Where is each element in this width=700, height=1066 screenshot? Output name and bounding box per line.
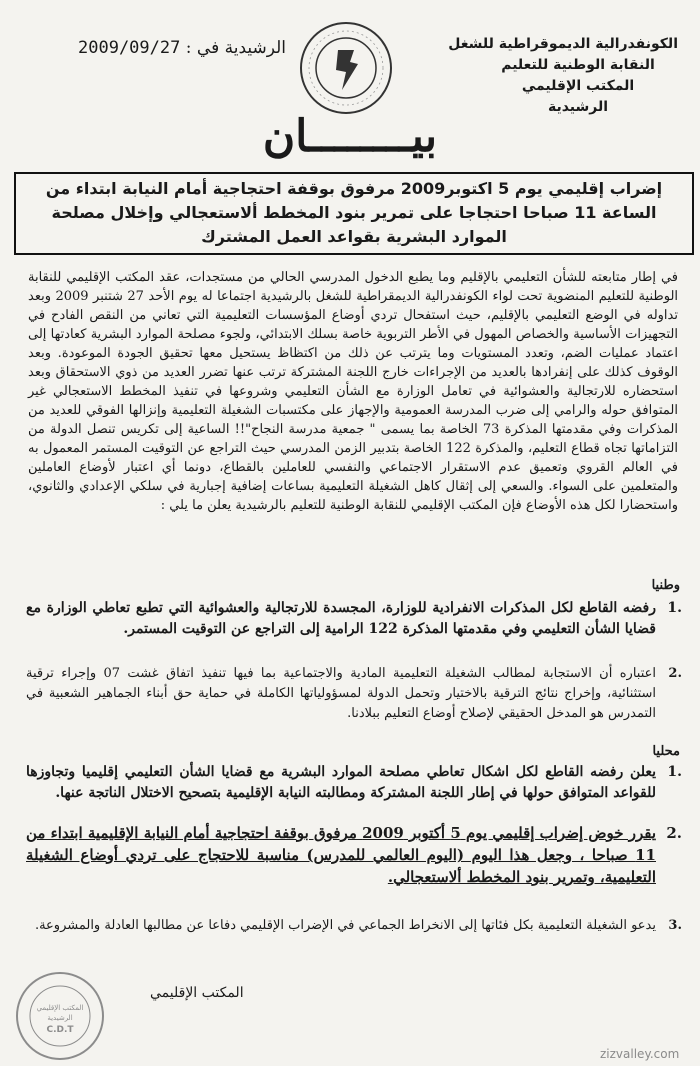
item-number: .2 (668, 666, 682, 681)
item-number: .1 (667, 600, 682, 616)
stamp-text: الرشيدية (47, 1014, 73, 1022)
local-item-3 (26, 916, 682, 936)
item-text: يعلن رفضه القاطع لكل اشكال تعاطي مصلحة الموارد البشرية مع قضايا الشأن التعليمي إقليميا وتجاوزها للقواعد المتوافق حولها في إطار اللجنة المشتركة ومطالبته النيابة الإقليمية بتصحيح الاختلال الناتجة عنها. (26, 764, 656, 801)
site-watermark: zizvalley.com (600, 1047, 680, 1061)
national-item-1 (26, 598, 682, 640)
body-paragraph: في إطار متابعته للشأن التعليمي بالإقليم وما يطبع الدخول المدرسي الحالي من مستجدات، عقد المكتب الإقليمي للنقابة الوطنية للتعليم المنضوية تحت لواء الكونفدرالية الديمقراطية للشغل بالرشيدية اجتماعا له يوم الأحد 27 شتنبر 2009 وبعد تداوله في الوضع التعليمي بالإقليم، حيث استفحال تردي أوضاع المؤسسات التعليمية التي تعاني من النقص الفادح في التجهيزات الأساسية والخصاص المهول في الأطر التربوية خاصة بسلك الابتدائي، ولجوء مصلحة الموارد البشرية كعادتها إلى اعتماد عمليات الضم، وتعدد المستويات وما يترتب عن ذلك من اكتظاظ يستحيل معها تحقيق الجودة الموعودة. وبعد الوقوف كذلك على إنفرادها بالعديد من الإجراءات خارج اللجنة المشتركة ترتب عنها تضرر العديد من ذوي الاستحقاق وبعد استحضاره للارتجالية والعشوائية في تعامل الوزارة مع الشأن التعليمي وشروعها في تنفيذ المخطط الاستعجالي غير المتوافق حوله والرامي إلى ضرب المدرسة العمومية والإجهاز على مكتسبات الشغيلة التعليمية وإنزالها الفوقي للعديد من المذكرات وفي مقدمتها المذكرة 73 الخاصة بما يسمى " جمعية مدرسة النجاح"!! الساعية إلى تكريس تنصل الدولة من التزاماتها تجاه قطاع التعليم، والمذكرة 122 الخاصة بتدبير الزمن المدرسي حيث التراجع عن التوقيت المستمر المعمول به في العالم القروي وتعميق عدم الاستقرار الاجتماعي والنفسي للعاملين بالقطاع، دونما أي اعتبار لأوضاع العاملين والمتعلمين على السواء. والسعي إلى إثقال كاهل الشغيلة التعليمية بساعات إضافية إجبارية في سلكي الإعدادي والثانوي، واستحضارا لكل هذه الأوضاع فإن المكتب الإقليمي للنقابة الوطنية للتعليم بالرشيدية يعلن ما يلي : (28, 270, 679, 513)
office-stamp-icon (14, 970, 106, 1062)
org-line-city: الرشيدية (547, 99, 609, 115)
date-prefix: الرشيدية في : (185, 38, 287, 58)
headline-box: إضراب إقليمي يوم 5 اكتوبر2009 مرفوق بوقفة احتجاجية أمام النيابة ابتداء من الساعة 11 صباحا احتجاجا على تمرير بنود المخطط ألاستعجالي وإخلال مصلحة الموارد البشرية بقواعد العمل المشترك (14, 172, 694, 255)
item-text: يقرر خوض إضراب إقليمي يوم 5 أكتوبر 2009 مرفوق بوقفة احتجاجية أمام النيابة الإقليمية ابتداء من 11 صباحا ، وجعل هذا اليوم (اليوم العالمي للمدرس) مناسبة للاحتجاج على تردي أوضاع الشغيلة التعليمية، وتمرير بنود المخطط ألاستعجالي. (25, 824, 656, 886)
section-label-national: وطنيا (651, 578, 680, 593)
org-line-confederation: الكونفدرالية الديموقراطية للشغل (448, 36, 678, 52)
document-date (78, 38, 298, 58)
item-number: .2 (666, 824, 682, 842)
stamp-text: C.D.T (46, 1025, 74, 1035)
section-label-local: محليا (652, 744, 680, 759)
item-number: .3 (668, 918, 682, 933)
local-item-1 (26, 762, 682, 804)
item-text: رفضه القاطع لكل المذكرات الانفرادية للوزارة، المجسدة للارتجالية والعشوائية التي تطبع تعاطي الوزارة مع قضايا الشأن التعليمي وفي مقدمتها المذكرة 122 الرامية إلى التراجع عن التوقيت المستمر. (26, 600, 656, 637)
local-item-2 (25, 822, 682, 888)
org-line-office: المكتب الإقليمي (521, 78, 635, 94)
item-text: يدعو الشغيلة التعليمية بكل فئاتها إلى الانخراط الجماعي في الإضراب الإقليمي دفاعا عن مطالبها العادلة والمشروعة. (34, 918, 656, 933)
national-item-2 (26, 664, 682, 724)
stamp-text: المكتب الإقليمي (36, 1004, 84, 1012)
signature-office: المكتب الإقليمي (150, 985, 244, 1001)
item-number: .1 (667, 764, 682, 780)
organization-header (448, 34, 678, 118)
date-value: 2009/09/27 (78, 38, 181, 58)
org-line-union: النقابة الوطنية للتعليم (501, 57, 655, 73)
document-title: بيــــــــان (262, 111, 438, 162)
cdt-logo-icon (298, 20, 394, 116)
item-text: اعتباره أن الاستجابة لمطالب الشغيلة التعليمية المادية والاجتماعية بما فيها تنفيذ اتفاق غشت 07 وإجراء ترقية استثنائية، وإخراج نتائج الترقية بالاختيار وتحمل الدولة لمسؤولياتها الكاملة في حماية حق أبناء الجماهير الشعبية في التمدرس هو المدخل الحقيقي لإصلاح أوضاع التعليم ببلادنا. (26, 666, 656, 721)
